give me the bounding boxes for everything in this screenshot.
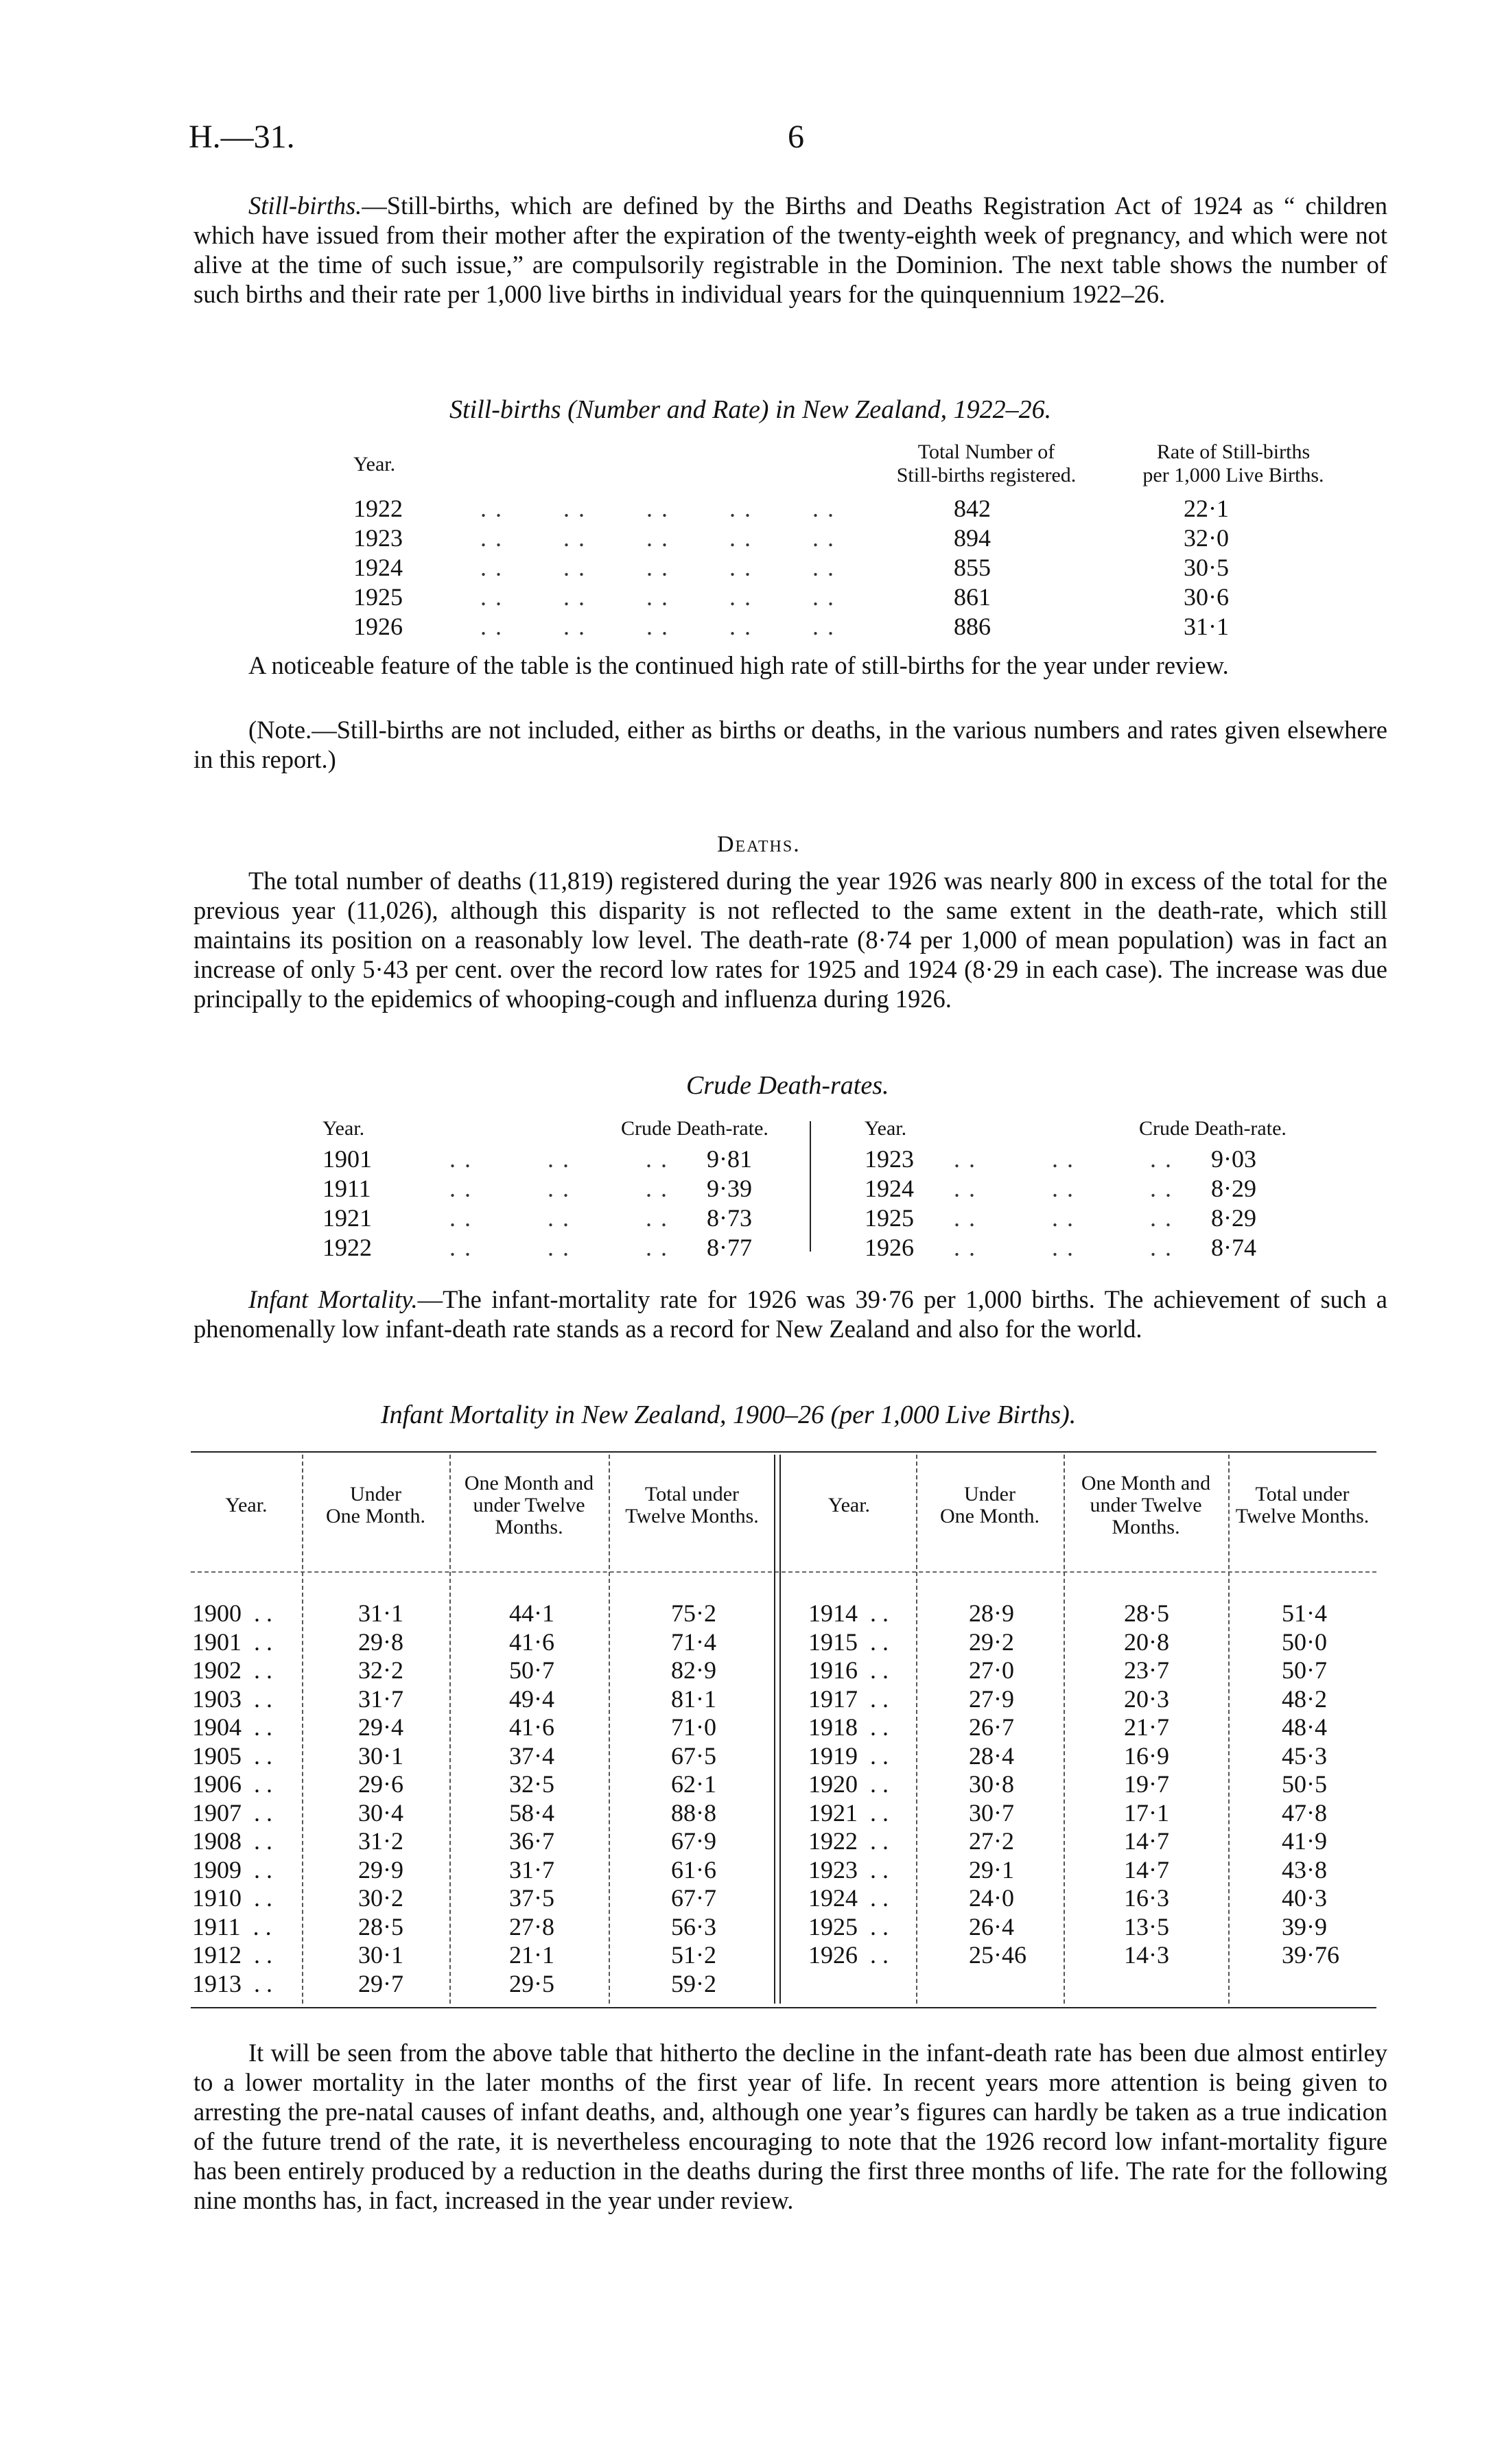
crude-year: 1901 (322, 1145, 372, 1173)
infant-year-value: 1907 (192, 1798, 242, 1827)
still-births-rate: 32·0 (1184, 524, 1229, 552)
infant-total: 67·5 (671, 1741, 716, 1770)
infant-year-value: 1922 (808, 1827, 858, 1855)
leader-dots: . . (242, 1770, 272, 1798)
infant-year (808, 1827, 889, 1855)
column-rule (302, 1455, 303, 2004)
leader-dots: . . . . . . . . . . (480, 613, 835, 640)
col-line: Under (964, 1483, 1015, 1505)
still-births-table-caption: Still-births (Number and Rate) in New Zealand, 1922–26. (449, 395, 1052, 424)
infant-table-caption: Infant Mortality in New Zealand, 1900–26 (per 1,000 Live Births). (381, 1400, 1077, 1429)
leader-dots: . . (858, 1770, 889, 1798)
infant-total: 88·8 (671, 1798, 716, 1827)
crude-right-col-rate: Crude Death-rate. (1139, 1117, 1287, 1140)
col-rate-line2: per 1,000 Live Births. (1142, 464, 1324, 486)
col-line: Total under (644, 1483, 740, 1505)
crude-death-rates-caption: Crude Death-rates. (686, 1071, 889, 1100)
leader-dots: . . (242, 1941, 272, 1969)
infant-year (192, 1656, 272, 1685)
infant-total: 82·9 (671, 1656, 716, 1684)
still-births-lead: Still-births. (248, 191, 362, 220)
leader-dots: . . (242, 1855, 272, 1884)
infant-month-twelve: 29·5 (509, 1969, 554, 1997)
infant-month-twelve: 13·5 (1124, 1912, 1169, 1940)
document-reference: H.—31. (189, 119, 295, 155)
infant-under-month: 29·6 (358, 1770, 403, 1798)
still-births-total: 894 (954, 524, 991, 552)
infant-month-twelve: 41·6 (509, 1713, 554, 1741)
still-births-rate: 30·5 (1184, 554, 1229, 581)
leader-dots: . . . . . . (449, 1145, 668, 1173)
infant-col-under-month (302, 1483, 449, 1527)
infant-month-twelve: 20·3 (1124, 1685, 1169, 1713)
infant-month-twelve: 21·7 (1124, 1713, 1169, 1741)
infant-col-month-twelve (1064, 1472, 1228, 1538)
still-births-rate: 22·1 (1184, 495, 1229, 522)
infant-month-twelve: 19·7 (1124, 1770, 1169, 1798)
col-line: Under (350, 1483, 401, 1505)
infant-total: 51·4 (1282, 1599, 1327, 1627)
infant-month-twelve: 41·6 (509, 1628, 554, 1656)
leader-dots: . . . . . . (449, 1204, 668, 1232)
infant-year-value: 1919 (808, 1741, 858, 1770)
still-births-text: —Still-births, which are defined by the Births and Deaths Registration Act of 1924 as “ children which have issued from their mother after the expiration of the twenty-eighth week of pregnancy, and which were not alive at the time of such issue,” are compulsorily registrable in the Dominion. The next table shows the number of such births and their rate per 1,000 live births in individual years for the quinquennium 1922–26. (193, 191, 1387, 308)
infant-year-value: 1910 (192, 1884, 242, 1912)
infant-month-twelve: 17·1 (1124, 1798, 1169, 1827)
infant-month-twelve: 32·5 (509, 1770, 554, 1798)
col-line: One Month. (326, 1505, 425, 1527)
infant-year (192, 1770, 272, 1798)
infant-year-value: 1923 (808, 1855, 858, 1884)
infant-year-value: 1902 (192, 1656, 242, 1684)
infant-under-month: 31·2 (358, 1827, 403, 1855)
infant-year (808, 1798, 889, 1827)
infant-year (192, 1969, 272, 1998)
infant-total: 50·0 (1282, 1628, 1327, 1656)
leader-dots: . . (242, 1628, 272, 1656)
infant-under-month: 29·9 (358, 1855, 403, 1884)
column-rule (1228, 1455, 1230, 2004)
infant-year-value: 1926 (808, 1941, 858, 1969)
infant-year-value: 1908 (192, 1827, 242, 1855)
leader-dots: . . (858, 1741, 889, 1770)
infant-under-month: 29·4 (358, 1713, 403, 1741)
infant-year (808, 1770, 889, 1798)
infant-month-twelve: 27·8 (509, 1912, 554, 1940)
infant-under-month: 24·0 (969, 1884, 1014, 1912)
col-total-line2: Still-births registered. (896, 464, 1077, 486)
col-line: under Twelve (473, 1494, 585, 1516)
col-total-line1: Total Number of (917, 441, 1055, 463)
infant-under-month: 26·7 (969, 1713, 1014, 1741)
leader-dots: . . (858, 1599, 889, 1627)
infant-year (192, 1940, 272, 1969)
crude-rate: 8·74 (1211, 1234, 1256, 1261)
infant-month-twelve: 14·7 (1124, 1827, 1169, 1855)
infant-year (808, 1656, 889, 1685)
infant-month-twelve: 23·7 (1124, 1656, 1169, 1684)
still-births-total: 861 (954, 583, 991, 611)
infant-mortality-lead: Infant Mortality. (248, 1285, 418, 1313)
column-rule (449, 1455, 451, 2004)
crude-right-col-year: Year. (865, 1117, 907, 1140)
crude-year: 1925 (865, 1204, 914, 1232)
infant-year-value: 1925 (808, 1912, 858, 1940)
infant-total: 75·2 (671, 1599, 716, 1627)
infant-year (192, 1599, 272, 1628)
leader-dots: . . (858, 1912, 889, 1940)
infant-year-value: 1918 (808, 1713, 858, 1741)
infant-under-month: 31·7 (358, 1685, 403, 1713)
infant-under-month: 30·1 (358, 1741, 403, 1770)
col-line: Twelve Months. (625, 1505, 759, 1527)
infant-table-bottom-rule (191, 2007, 1376, 2008)
crude-rate: 8·73 (707, 1204, 752, 1232)
infant-under-month: 30·4 (358, 1798, 403, 1827)
leader-dots: . . (242, 1713, 272, 1741)
infant-under-month: 30·7 (969, 1798, 1014, 1827)
infant-year-value: 1920 (808, 1770, 858, 1798)
deaths-heading: Deaths. (717, 832, 801, 857)
leader-dots: . . (242, 1685, 272, 1713)
still-births-paragraph (193, 191, 1387, 309)
infant-year (192, 1827, 272, 1855)
leader-dots: . . (858, 1941, 889, 1969)
infant-year-value: 1913 (192, 1969, 242, 1997)
infant-under-month: 28·5 (358, 1912, 403, 1940)
infant-year (808, 1884, 889, 1912)
still-births-col-total (871, 441, 1101, 487)
infant-year (192, 1685, 272, 1713)
infant-total: 47·8 (1282, 1798, 1327, 1827)
col-line: One Month. (940, 1505, 1040, 1527)
still-births-total: 842 (954, 495, 991, 522)
infant-month-twelve: 49·4 (509, 1685, 554, 1713)
crude-year: 1923 (865, 1145, 914, 1173)
column-rule (916, 1455, 917, 2004)
page-number: 6 (788, 119, 804, 155)
infant-year-value: 1904 (192, 1713, 242, 1741)
leader-dots: . . . . . . . . . . (480, 583, 835, 611)
leader-dots: . . (242, 1827, 272, 1855)
still-births-note-2: (Note.—Still-births are not included, either as births or deaths, in the various numbers and rates given elsewhere in this report.) (193, 716, 1387, 773)
still-births-total: 855 (954, 554, 991, 581)
still-births-year: 1924 (353, 554, 403, 581)
infant-year (808, 1912, 889, 1941)
infant-col-under-month (916, 1483, 1064, 1527)
infant-total: 67·7 (671, 1884, 716, 1912)
leader-dots: . . . . . . . . . . (480, 524, 835, 552)
infant-under-month: 26·4 (969, 1912, 1014, 1940)
still-births-col-year: Year. (353, 453, 396, 476)
leader-dots: . . . . . . (954, 1175, 1173, 1202)
infant-table-top-rule (191, 1451, 1376, 1453)
infant-year (192, 1798, 272, 1827)
infant-mortality-paragraph (193, 1284, 1387, 1344)
leader-dots: . . (858, 1798, 889, 1827)
leader-dots: . . (858, 1855, 889, 1884)
crude-left-col-year: Year. (322, 1117, 365, 1140)
leader-dots: . . . . . . (449, 1175, 668, 1202)
crude-year: 1926 (865, 1234, 914, 1261)
infant-total: 56·3 (671, 1912, 716, 1940)
infant-month-twelve: 37·4 (509, 1741, 554, 1770)
still-births-year: 1923 (353, 524, 403, 552)
infant-total: 71·0 (671, 1713, 716, 1741)
crude-year: 1911 (322, 1175, 371, 1202)
infant-under-month: 30·8 (969, 1770, 1014, 1798)
still-births-note-1: A noticeable feature of the table is the continued high rate of still-births for the year under review. (248, 651, 1229, 679)
infant-under-month: 31·1 (358, 1599, 403, 1627)
infant-total: 41·9 (1282, 1827, 1327, 1855)
infant-under-month: 32·2 (358, 1656, 403, 1684)
infant-year-value: 1915 (808, 1628, 858, 1656)
infant-year (808, 1628, 889, 1656)
infant-col-total (1228, 1483, 1376, 1527)
infant-year-value: 1909 (192, 1855, 242, 1884)
still-births-col-rate (1112, 441, 1355, 487)
infant-year-value: 1924 (808, 1884, 858, 1912)
col-line: One Month and (464, 1472, 594, 1494)
infant-total: 71·4 (671, 1628, 716, 1656)
leader-dots: . . (858, 1827, 889, 1855)
infant-year-value: 1916 (808, 1656, 858, 1684)
infant-month-twelve: 20·8 (1124, 1628, 1169, 1656)
crude-rate: 9·39 (707, 1175, 752, 1202)
leader-dots: . . (242, 1656, 272, 1684)
infant-total: 51·2 (671, 1941, 716, 1969)
leader-dots: . . . . . . (954, 1234, 1173, 1261)
infant-col-total (609, 1483, 775, 1527)
leader-dots: . . (858, 1628, 889, 1656)
infant-month-twelve: 37·5 (509, 1884, 554, 1912)
infant-col-month-twelve (449, 1472, 609, 1538)
leader-dots: . . . . . . . . . . (480, 495, 835, 522)
col-rate-line1: Rate of Still-births (1156, 441, 1311, 463)
crude-rate: 9·81 (707, 1145, 752, 1173)
leader-dots: . . (858, 1884, 889, 1912)
still-births-year: 1925 (353, 583, 403, 611)
leader-dots: . . . . . . (449, 1234, 668, 1261)
infant-under-month: 29·1 (969, 1855, 1014, 1884)
half-divider (774, 1455, 775, 2004)
column-rule (609, 1455, 610, 2004)
crude-year: 1921 (322, 1204, 372, 1232)
leader-dots: . . (858, 1656, 889, 1684)
infant-under-month: 27·9 (969, 1685, 1014, 1713)
infant-month-twelve: 31·7 (509, 1855, 554, 1884)
crude-left-col-rate: Crude Death-rate. (621, 1117, 768, 1140)
infant-year-value: 1911 (192, 1912, 241, 1940)
infant-year (192, 1855, 272, 1884)
col-line: Months. (1112, 1516, 1180, 1538)
leader-dots: . . (858, 1685, 889, 1713)
infant-year-value: 1906 (192, 1770, 242, 1798)
infant-month-twelve: 16·9 (1124, 1741, 1169, 1770)
infant-under-month: 27·0 (969, 1656, 1014, 1684)
crude-rate: 9·03 (1211, 1145, 1256, 1173)
infant-year-value: 1905 (192, 1741, 242, 1770)
infant-month-twelve: 14·7 (1124, 1855, 1169, 1884)
col-line: under Twelve (1090, 1494, 1202, 1516)
infant-month-twelve: 16·3 (1124, 1884, 1169, 1912)
infant-year (808, 1685, 889, 1713)
infant-month-twelve: 21·1 (509, 1941, 554, 1969)
infant-total: 48·4 (1282, 1713, 1327, 1741)
infant-total: 81·1 (671, 1685, 716, 1713)
crude-rate: 8·29 (1211, 1204, 1256, 1232)
infant-year (192, 1741, 272, 1770)
infant-month-twelve: 28·5 (1124, 1599, 1169, 1627)
still-births-year: 1922 (353, 495, 403, 522)
infant-under-month: 28·9 (969, 1599, 1014, 1627)
infant-year-value: 1921 (808, 1798, 858, 1827)
deaths-paragraph: The total number of deaths (11,819) registered during the year 1926 was nearly 800 in excess of the total for the previous year (11,026), although this disparity is not reflected to the same extent in the death-rate, which still maintains its position on a reasonably low level. The death-rate (8·74 per 1,000 of mean population) was in fact an increase of only 5·43 per cent. over the record low rates for 1925 and 1924 (8·29 in each case). The increase was due principally to the epidemics of whooping-cough and influenza during 1926. (193, 867, 1387, 1013)
infant-month-twelve: 44·1 (509, 1599, 554, 1627)
infant-year (808, 1855, 889, 1884)
infant-under-month: 30·1 (358, 1941, 403, 1969)
col-line: Total under (1255, 1483, 1350, 1505)
crude-divider (810, 1121, 811, 1252)
infant-total: 39·76 (1282, 1941, 1339, 1969)
infant-total: 62·1 (671, 1770, 716, 1798)
col-line: Twelve Months. (1235, 1505, 1370, 1527)
infant-year-value: 1912 (192, 1941, 242, 1969)
infant-col-year: Year. (225, 1494, 268, 1516)
leader-dots: . . (242, 1798, 272, 1827)
leader-dots: . . . . . . (954, 1204, 1173, 1232)
infant-year-value: 1914 (808, 1599, 858, 1627)
column-rule (1064, 1455, 1065, 2004)
leader-dots: . . (242, 1741, 272, 1770)
leader-dots: . . . . . . (954, 1145, 1173, 1173)
infant-under-month: 29·7 (358, 1969, 403, 1997)
infant-total: 59·2 (671, 1969, 716, 1997)
col-line: One Month and (1081, 1472, 1211, 1494)
infant-under-month: 29·8 (358, 1628, 403, 1656)
infant-month-twelve: 14·3 (1124, 1941, 1169, 1969)
leader-dots: . . (242, 1599, 272, 1627)
infant-total: 48·2 (1282, 1685, 1327, 1713)
infant-year (808, 1713, 889, 1741)
infant-year (808, 1741, 889, 1770)
infant-total: 45·3 (1282, 1741, 1327, 1770)
leader-dots: . . (240, 1912, 272, 1940)
infant-total: 40·3 (1282, 1884, 1327, 1912)
infant-table-header-rule (191, 1571, 1376, 1573)
infant-col-year: Year. (827, 1494, 871, 1516)
leader-dots: . . (858, 1713, 889, 1741)
infant-total: 50·7 (1282, 1656, 1327, 1684)
infant-year (808, 1599, 889, 1628)
crude-year: 1924 (865, 1175, 914, 1202)
infant-under-month: 27·2 (969, 1827, 1014, 1855)
crude-rate: 8·77 (707, 1234, 752, 1261)
leader-dots: . . . . . . . . . . (480, 554, 835, 581)
infant-year (192, 1912, 272, 1941)
infant-total: 43·8 (1282, 1855, 1327, 1884)
infant-total: 61·6 (671, 1855, 716, 1884)
infant-year-value: 1917 (808, 1685, 858, 1713)
infant-mortality-text: —The infant-mortality rate for 1926 was 39·76 per 1,000 births. The achievement of such a phenomenally low infant-death rate stands as a record for New Zealand and also for the world. (193, 1285, 1387, 1343)
still-births-year: 1926 (353, 613, 403, 640)
still-births-rate: 30·6 (1184, 583, 1229, 611)
infant-under-month: 25·46 (969, 1941, 1026, 1969)
leader-dots: . . (242, 1884, 272, 1912)
infant-under-month: 29·2 (969, 1628, 1014, 1656)
infant-year (192, 1628, 272, 1656)
infant-year-value: 1903 (192, 1685, 242, 1713)
infant-year-value: 1901 (192, 1628, 242, 1656)
infant-total: 50·5 (1282, 1770, 1327, 1798)
still-births-total: 886 (954, 613, 991, 640)
infant-month-twelve: 58·4 (509, 1798, 554, 1827)
crude-rate: 8·29 (1211, 1175, 1256, 1202)
infant-total: 67·9 (671, 1827, 716, 1855)
infant-year (192, 1884, 272, 1912)
infant-year (192, 1713, 272, 1741)
infant-under-month: 30·2 (358, 1884, 403, 1912)
still-births-rate: 31·1 (1184, 613, 1229, 640)
crude-year: 1922 (322, 1234, 372, 1261)
leader-dots: . . (242, 1969, 272, 1997)
infant-under-month: 28·4 (969, 1741, 1014, 1770)
col-line: Months. (495, 1516, 563, 1538)
infant-year (808, 1940, 889, 1969)
infant-month-twelve: 50·7 (509, 1656, 554, 1684)
infant-total: 39·9 (1282, 1912, 1327, 1940)
half-divider (779, 1455, 781, 2004)
infant-year-value: 1900 (192, 1599, 242, 1627)
closing-paragraph: It will be seen from the above table that hitherto the decline in the infant-death rate has been due almost entirley to a lower mortality in the later months of the first year of life. In recent years more attention is being given to arresting the pre-natal causes of infant deaths, and, although one year’s figures can hardly be taken as a true indication of the future trend of the rate, it is nevertheless encouraging to note that the 1926 record low infant-mortality figure has been entirely produced by a reduction in the deaths during the first three months of life. The rate for the following nine months has, in fact, increased in the year under review. (193, 2039, 1387, 2214)
infant-month-twelve: 36·7 (509, 1827, 554, 1855)
